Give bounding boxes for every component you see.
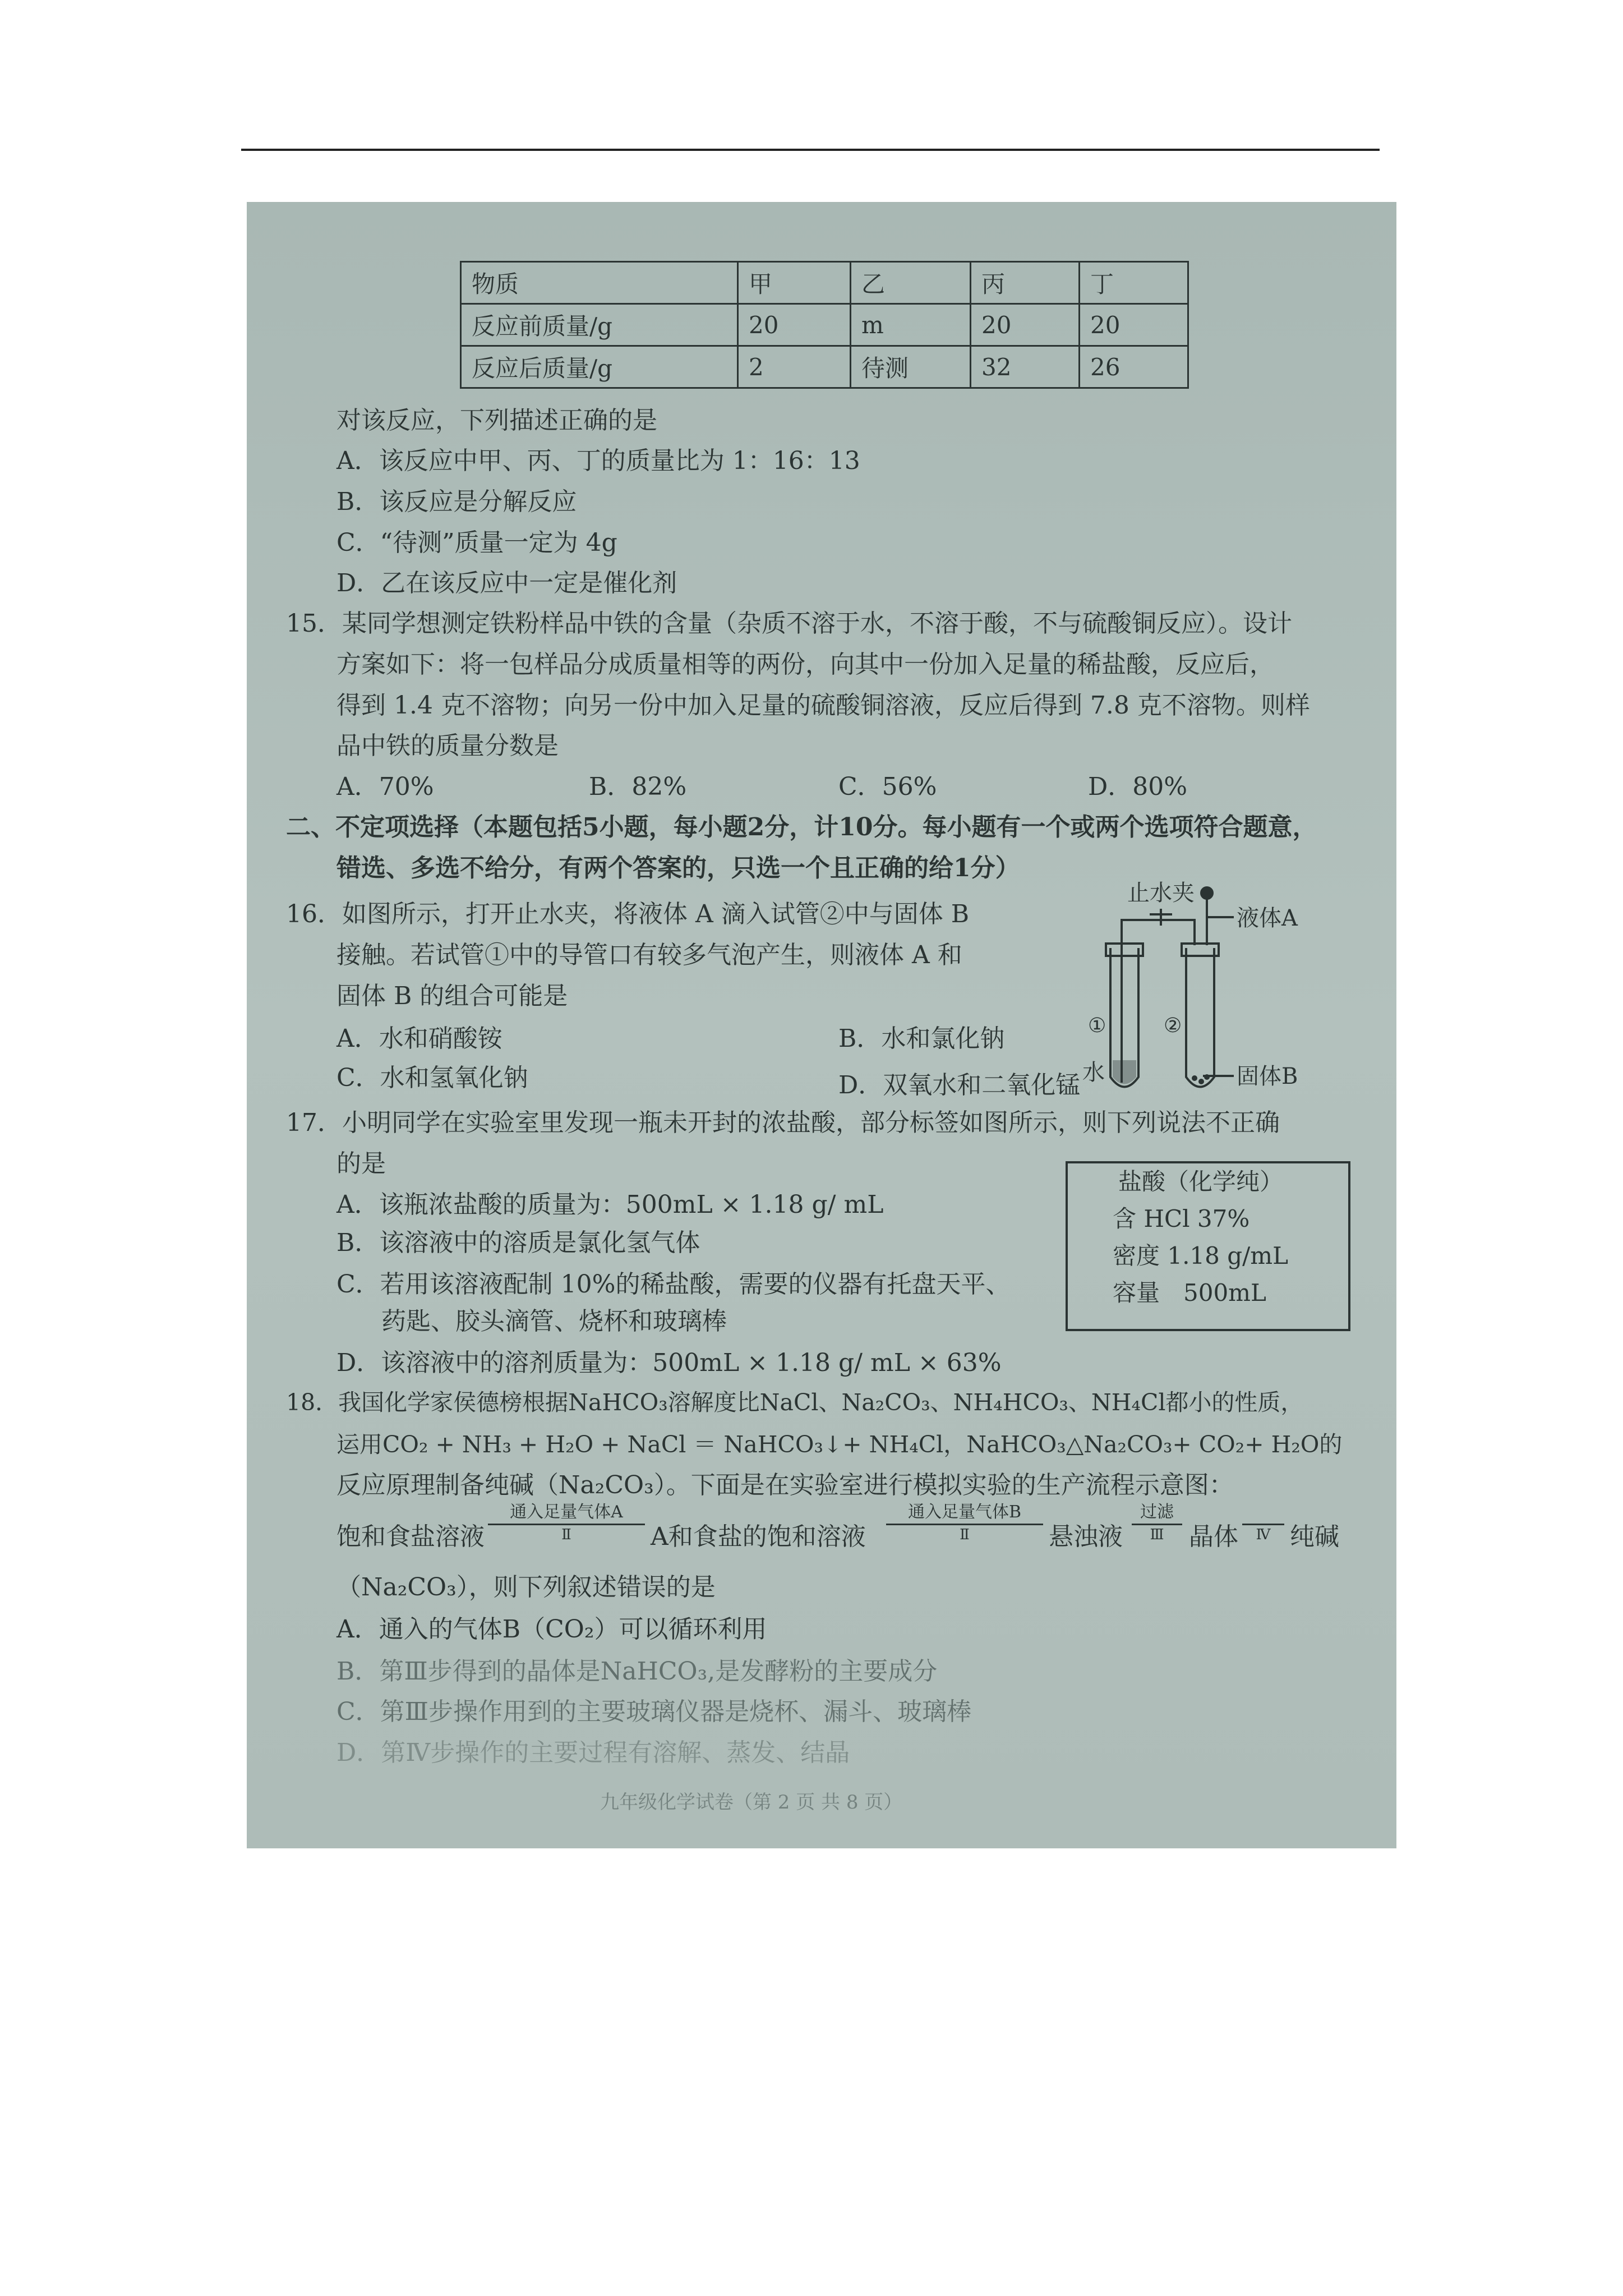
q15-line: 得到 1.4 克不溶物；向另一份中加入足量的硫酸铜溶液，反应后得到 7.8 克不溶物。则样 [336,691,1310,720]
table-cell: 26 [1080,346,1188,388]
flow-step-2: A和食盐的饱和溶液 [651,1522,866,1551]
q18-option-b: B．第Ⅲ步得到的晶体是NaHCO₃,是发酵粉的主要成分 [336,1657,938,1686]
liquid-label: 液体A [1237,905,1298,931]
table-cell: 反应后质量/g [461,346,738,388]
q16-line: 固体 B 的组合可能是 [336,982,568,1010]
q15-option-c: C．56% [838,772,937,801]
flow-step-1: 饱和食盐溶液 [336,1522,485,1551]
section-title: 二、不定项选择（本题包括5小题，每小题2分，计10分。每小题有一个或两个选项符合题意， [286,813,1317,841]
table-cell: 2 [738,346,851,388]
q18-line: 运用CO₂ + NH₃ + H₂O + NaCl ＝ NaHCO₃↓+ NH₄Cl，NaHCO₃△Na₂CO₃+ CO₂+ H₂O的 [336,1431,1343,1458]
solid-label: 固体B [1237,1064,1298,1089]
q14-option-b: B．该反应是分解反应 [336,487,577,516]
table-cell: 物质 [461,262,738,304]
flow-arrow-step: Ⅲ [1150,1526,1164,1543]
q17-line: 17．小明同学在实验室里发现一瓶未开封的浓盐酸，部分标签如图所示，则下列说法不正确 [286,1108,1280,1137]
label-line: 容量 500mL [1113,1279,1266,1306]
q15-option-b: B．82% [589,772,687,801]
tube2-label: ② [1164,1014,1182,1037]
q15-line: 品中铁的质量分数是 [336,731,559,760]
water-fill [1113,1060,1136,1084]
arrow-line [886,1524,1043,1525]
table-cell: 乙 [851,262,971,304]
flow-arrow-step: Ⅱ [960,1526,970,1543]
flow-arrow-1 [488,1502,645,1543]
q18-line: 反应原理制备纯碱（Na₂CO₃）。下面是在实验室进行模拟实验的生产流程示意图： [336,1471,1234,1499]
q16-line: 接触。若试管①中的导管口有较多气泡产生，则液体 A 和 [336,941,962,969]
q15-option-a: A．70% [336,772,434,801]
q17-option-d: D．该溶液中的溶剂质量为：500mL × 1.18 g/ mL × 63% [336,1349,1002,1377]
q18-option-c: C．第Ⅲ步操作用到的主要玻璃仪器是烧杯、漏斗、玻璃棒 [336,1697,972,1726]
table-cell: 20 [738,304,851,346]
arrow-line [488,1524,645,1525]
flow-arrow-label: 通入足量气体A [510,1502,623,1522]
q17-option-c-cont: 药匙、胶头滴管、烧杯和玻璃棒 [381,1307,727,1336]
label-line: 盐酸（化学纯） [1118,1168,1284,1195]
q15-line: 15．某同学想测定铁粉样品中铁的含量（杂质不溶于水，不溶于酸，不与硫酸铜反应）。设计 [286,609,1292,638]
water-label: 水 [1082,1060,1105,1085]
q17-option-c: C．若用该溶液配制 10%的稀盐酸，需要的仪器有托盘天平、 [336,1270,1011,1299]
reagent-label [1066,1161,1350,1331]
flow-arrow-label: 过滤 [1140,1502,1174,1522]
table-row [461,346,1188,388]
q16-option-b: B．水和氯化钠 [838,1024,1005,1053]
arrow-line [1132,1524,1182,1525]
solid-particle [1192,1075,1197,1081]
q14-stem: 对该反应，下列描述正确的是 [336,406,657,435]
flow-arrow-label: 通入足量气体B [907,1502,1022,1522]
q14-option-a: A．该反应中甲、丙、丁的质量比为 1：16：13 [336,447,860,475]
q14-option-d: D．乙在该反应中一定是催化剂 [336,569,677,597]
q15-line: 方案如下：将一包样品分成质量相等的两份，向其中一份加入足量的稀盐酸，反应后， [336,650,1274,679]
mass-table [460,261,1189,389]
table-cell: m [851,304,971,346]
flow-step-3: 悬浊液 [1049,1522,1123,1551]
flow-step-4: 晶体 [1189,1522,1238,1551]
clamp-label: 止水夹 [1127,880,1195,906]
label-line: 含 HCl 37% [1113,1205,1250,1232]
solid-particle [1198,1079,1204,1084]
flow-arrow-2 [886,1502,1043,1543]
q16-option-d: D．双氧水和二氧化锰 [838,1071,1081,1099]
page-footer: 九年级化学试卷（第 2 页 共 8 页） [600,1791,903,1814]
q14-option-c: C．“待测”质量一定为 4g [336,528,617,557]
label-line: 密度 1.18 g/mL [1113,1242,1288,1269]
flow-step-5: 纯碱 [1290,1522,1339,1551]
table-cell: 丙 [971,262,1080,304]
flow-arrow-4 [1242,1522,1284,1543]
q16-line: 16．如图所示，打开止水夹，将液体 A 滴入试管②中与固体 B [286,900,970,928]
q16-option-c: C．水和氢氧化钠 [336,1064,528,1092]
apparatus-figure [1066,875,1357,1111]
q15-option-d: D．80% [1088,772,1188,801]
table-cell: 20 [1080,304,1188,346]
q17-option-a: A．该瓶浓盐酸的质量为：500mL × 1.18 g/ mL [336,1190,884,1219]
table-row [461,304,1188,346]
scanned-page [247,202,1396,1848]
test-tube-2 [1186,948,1214,1087]
flow-arrow-step: Ⅳ [1256,1526,1271,1543]
q18-option-d: D．第Ⅳ步操作的主要过程有溶解、蒸发、结晶 [336,1738,850,1767]
flow-arrow-step: Ⅱ [561,1526,571,1543]
table-header-row [461,262,1188,304]
tube1-label: ① [1088,1014,1106,1037]
section-note: 错选、多选不给分，有两个答案的，只选一个且正确的给1分） [336,854,1020,882]
clamp-icon [1150,909,1172,926]
table-cell: 20 [971,304,1080,346]
table-cell: 32 [971,346,1080,388]
q17-option-b: B．该溶液中的溶质是氯化氢气体 [336,1228,700,1257]
table-cell: 甲 [738,262,851,304]
dropper-bulb [1201,887,1212,899]
q18-line: 18．我国化学家侯德榜根据NaHCO₃溶解度比NaCl、Na₂CO₃、NH₄HCO₃、NH₄Cl都小的性质， [286,1389,1304,1416]
q16-option-a: A．水和硝酸铵 [336,1024,502,1053]
flow-arrow-3 [1132,1502,1182,1543]
solid-particle [1204,1074,1210,1080]
q17-line: 的是 [336,1149,386,1178]
table-cell: 反应前质量/g [461,304,738,346]
q18-option-a: A．通入的气体B（CO₂）可以循环利用 [336,1615,767,1644]
table-cell: 待测 [851,346,971,388]
arrow-line [1242,1524,1284,1525]
q18-line: （Na₂CO₃），则下列叙述错误的是 [336,1573,716,1602]
table-cell: 丁 [1080,262,1188,304]
header-rule [241,149,1380,151]
